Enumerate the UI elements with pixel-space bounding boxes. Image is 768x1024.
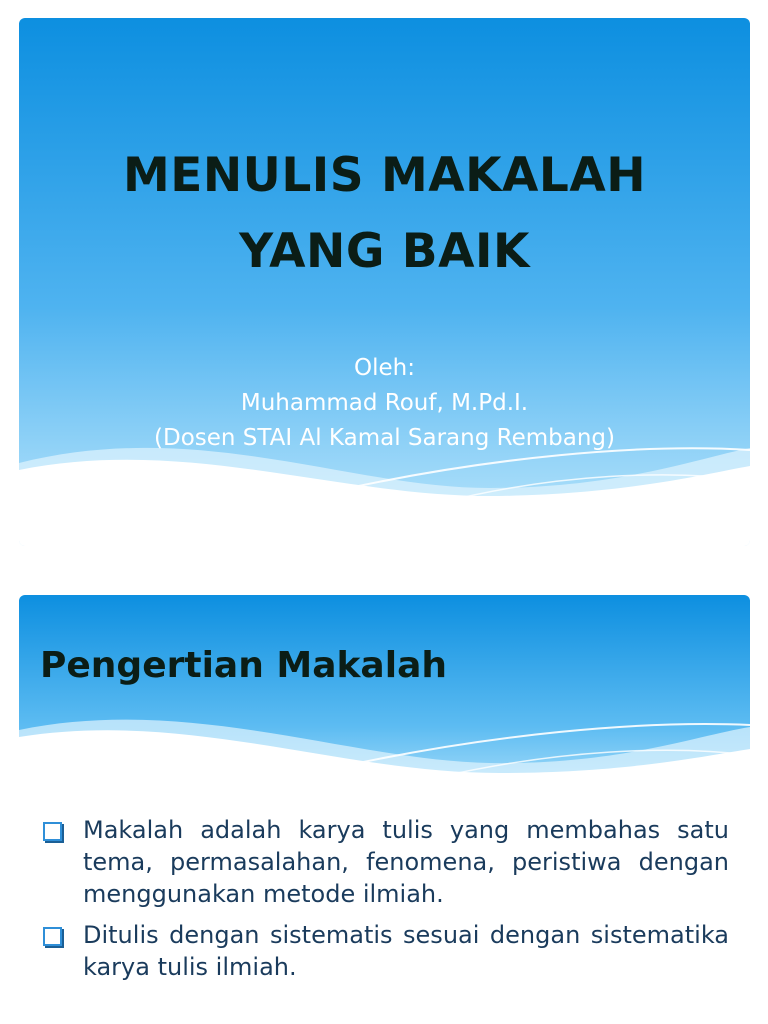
byline-label: Oleh: [354,355,415,381]
slide-title [19,138,750,290]
bullet-list [41,814,729,992]
hollow-square-bullet-icon [43,927,62,946]
slide-heading: Pengertian Makalah [40,645,447,686]
header-wave-background [19,595,750,815]
bullet-text: Ditulis dengan sistematis sesuai dengan sistematika karya tulis ilmiah. [83,921,729,981]
list-item [41,919,729,983]
bullet-text: Makalah adalah karya tulis yang membahas satu tema, permasalahan, fenomena, peristiwa dengan menggunakan metode ilmiah. [83,816,729,908]
title-slide [19,18,750,546]
subtitle-block [19,351,750,456]
author-name: Muhammad Rouf, M.Pd.I. [240,390,529,416]
hollow-square-bullet-icon [43,822,62,841]
title-line-1: MENULIS MAKALAH [122,148,647,203]
title-line-2: YANG BAIK [239,224,530,279]
content-slide [19,595,750,1005]
list-item [41,814,729,910]
author-affiliation: (Dosen STAI Al Kamal Sarang Rembang) [154,425,615,451]
